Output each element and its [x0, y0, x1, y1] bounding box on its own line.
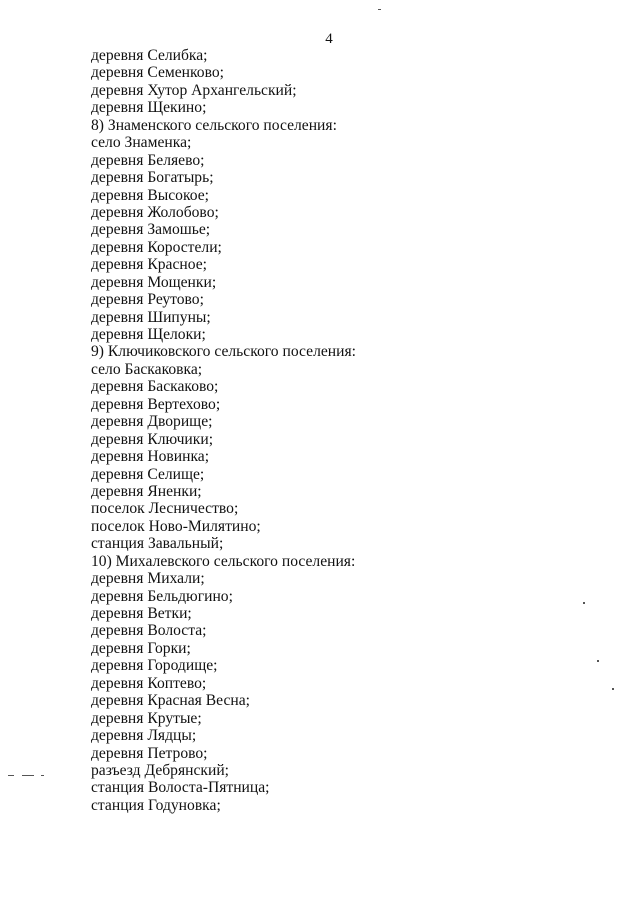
settlement-entry: село Баскаковка;	[91, 360, 203, 378]
settlement-entry: станция Волоста-Пятница;	[91, 779, 270, 797]
settlement-entry: деревня Красное;	[91, 256, 207, 274]
settlement-entry: поселок Ново-Милятино;	[91, 517, 261, 535]
settlement-group-heading: 8) Знаменского сельского поселения:	[91, 116, 337, 134]
settlement-entry: поселок Лесничество;	[91, 500, 239, 518]
settlement-entry: деревня Богатырь;	[91, 169, 214, 187]
settlement-entry: деревня Щекино;	[91, 99, 207, 117]
settlement-entry: деревня Щелоки;	[91, 326, 206, 343]
settlement-entry: село Знаменка;	[91, 134, 192, 152]
settlement-entry: деревня Коростели;	[91, 238, 222, 256]
settlement-entry: деревня Жолобово;	[91, 203, 219, 221]
settlement-entry: станция Завальный;	[91, 535, 224, 553]
settlement-entry: деревня Лядцы;	[91, 727, 197, 745]
settlement-entry: деревня Горки;	[91, 639, 191, 657]
settlement-group-heading: 10) Михалевского сельского поселения:	[91, 552, 356, 570]
settlement-entry: станция Годуновка;	[91, 796, 221, 814]
settlement-entry: деревня Михали;	[91, 570, 205, 588]
settlement-entry: разъезд Дебрянский;	[91, 761, 230, 779]
scan-speck	[597, 660, 599, 662]
scan-speck	[41, 775, 44, 776]
settlement-entry: деревня Высокое;	[91, 186, 209, 204]
settlement-entry: деревня Селибка;	[91, 47, 208, 64]
scan-speck	[612, 688, 614, 690]
settlement-entry: деревня Волоста;	[91, 622, 207, 640]
scan-speck	[583, 602, 585, 604]
settlement-entry: деревня Беляево;	[91, 151, 205, 169]
settlement-entry: деревня Ветки;	[91, 605, 192, 622]
settlement-entry: деревня Петрово;	[91, 744, 208, 762]
settlement-entry: деревня Вертехово;	[91, 395, 221, 413]
page-number: 4	[325, 31, 333, 47]
scan-speck	[8, 775, 14, 776]
settlement-entry: деревня Селище;	[91, 465, 205, 483]
settlement-entry: деревня Ключики;	[91, 430, 214, 448]
settlement-entry: деревня Хутор Архангельский;	[91, 81, 297, 99]
settlement-entry: деревня Красная Весна;	[91, 692, 250, 710]
scan-speck	[22, 775, 34, 776]
settlement-entry: деревня Новинка;	[91, 448, 210, 466]
settlement-entry: деревня Крутые;	[91, 709, 202, 727]
settlement-entry: деревня Яненки;	[91, 482, 202, 500]
scan-speck	[378, 9, 381, 10]
settlement-group-heading: 9) Ключиковского сельского поселения:	[91, 343, 356, 361]
settlement-entry: деревня Семенково;	[91, 64, 224, 82]
settlement-entry: деревня Шипуны;	[91, 308, 211, 326]
settlement-entry: деревня Реутово;	[91, 291, 204, 309]
settlement-entry: деревня Коптево;	[91, 674, 207, 692]
settlement-entry: деревня Мощенки;	[91, 273, 217, 291]
settlement-entry: деревня Дворище;	[91, 413, 213, 431]
settlement-entry: деревня Бельдюгино;	[91, 587, 233, 605]
settlement-entry: деревня Замошье;	[91, 221, 211, 239]
settlement-entry: деревня Городище;	[91, 657, 218, 675]
settlement-entry: деревня Баскаково;	[91, 378, 219, 396]
settlement-list	[91, 47, 356, 814]
